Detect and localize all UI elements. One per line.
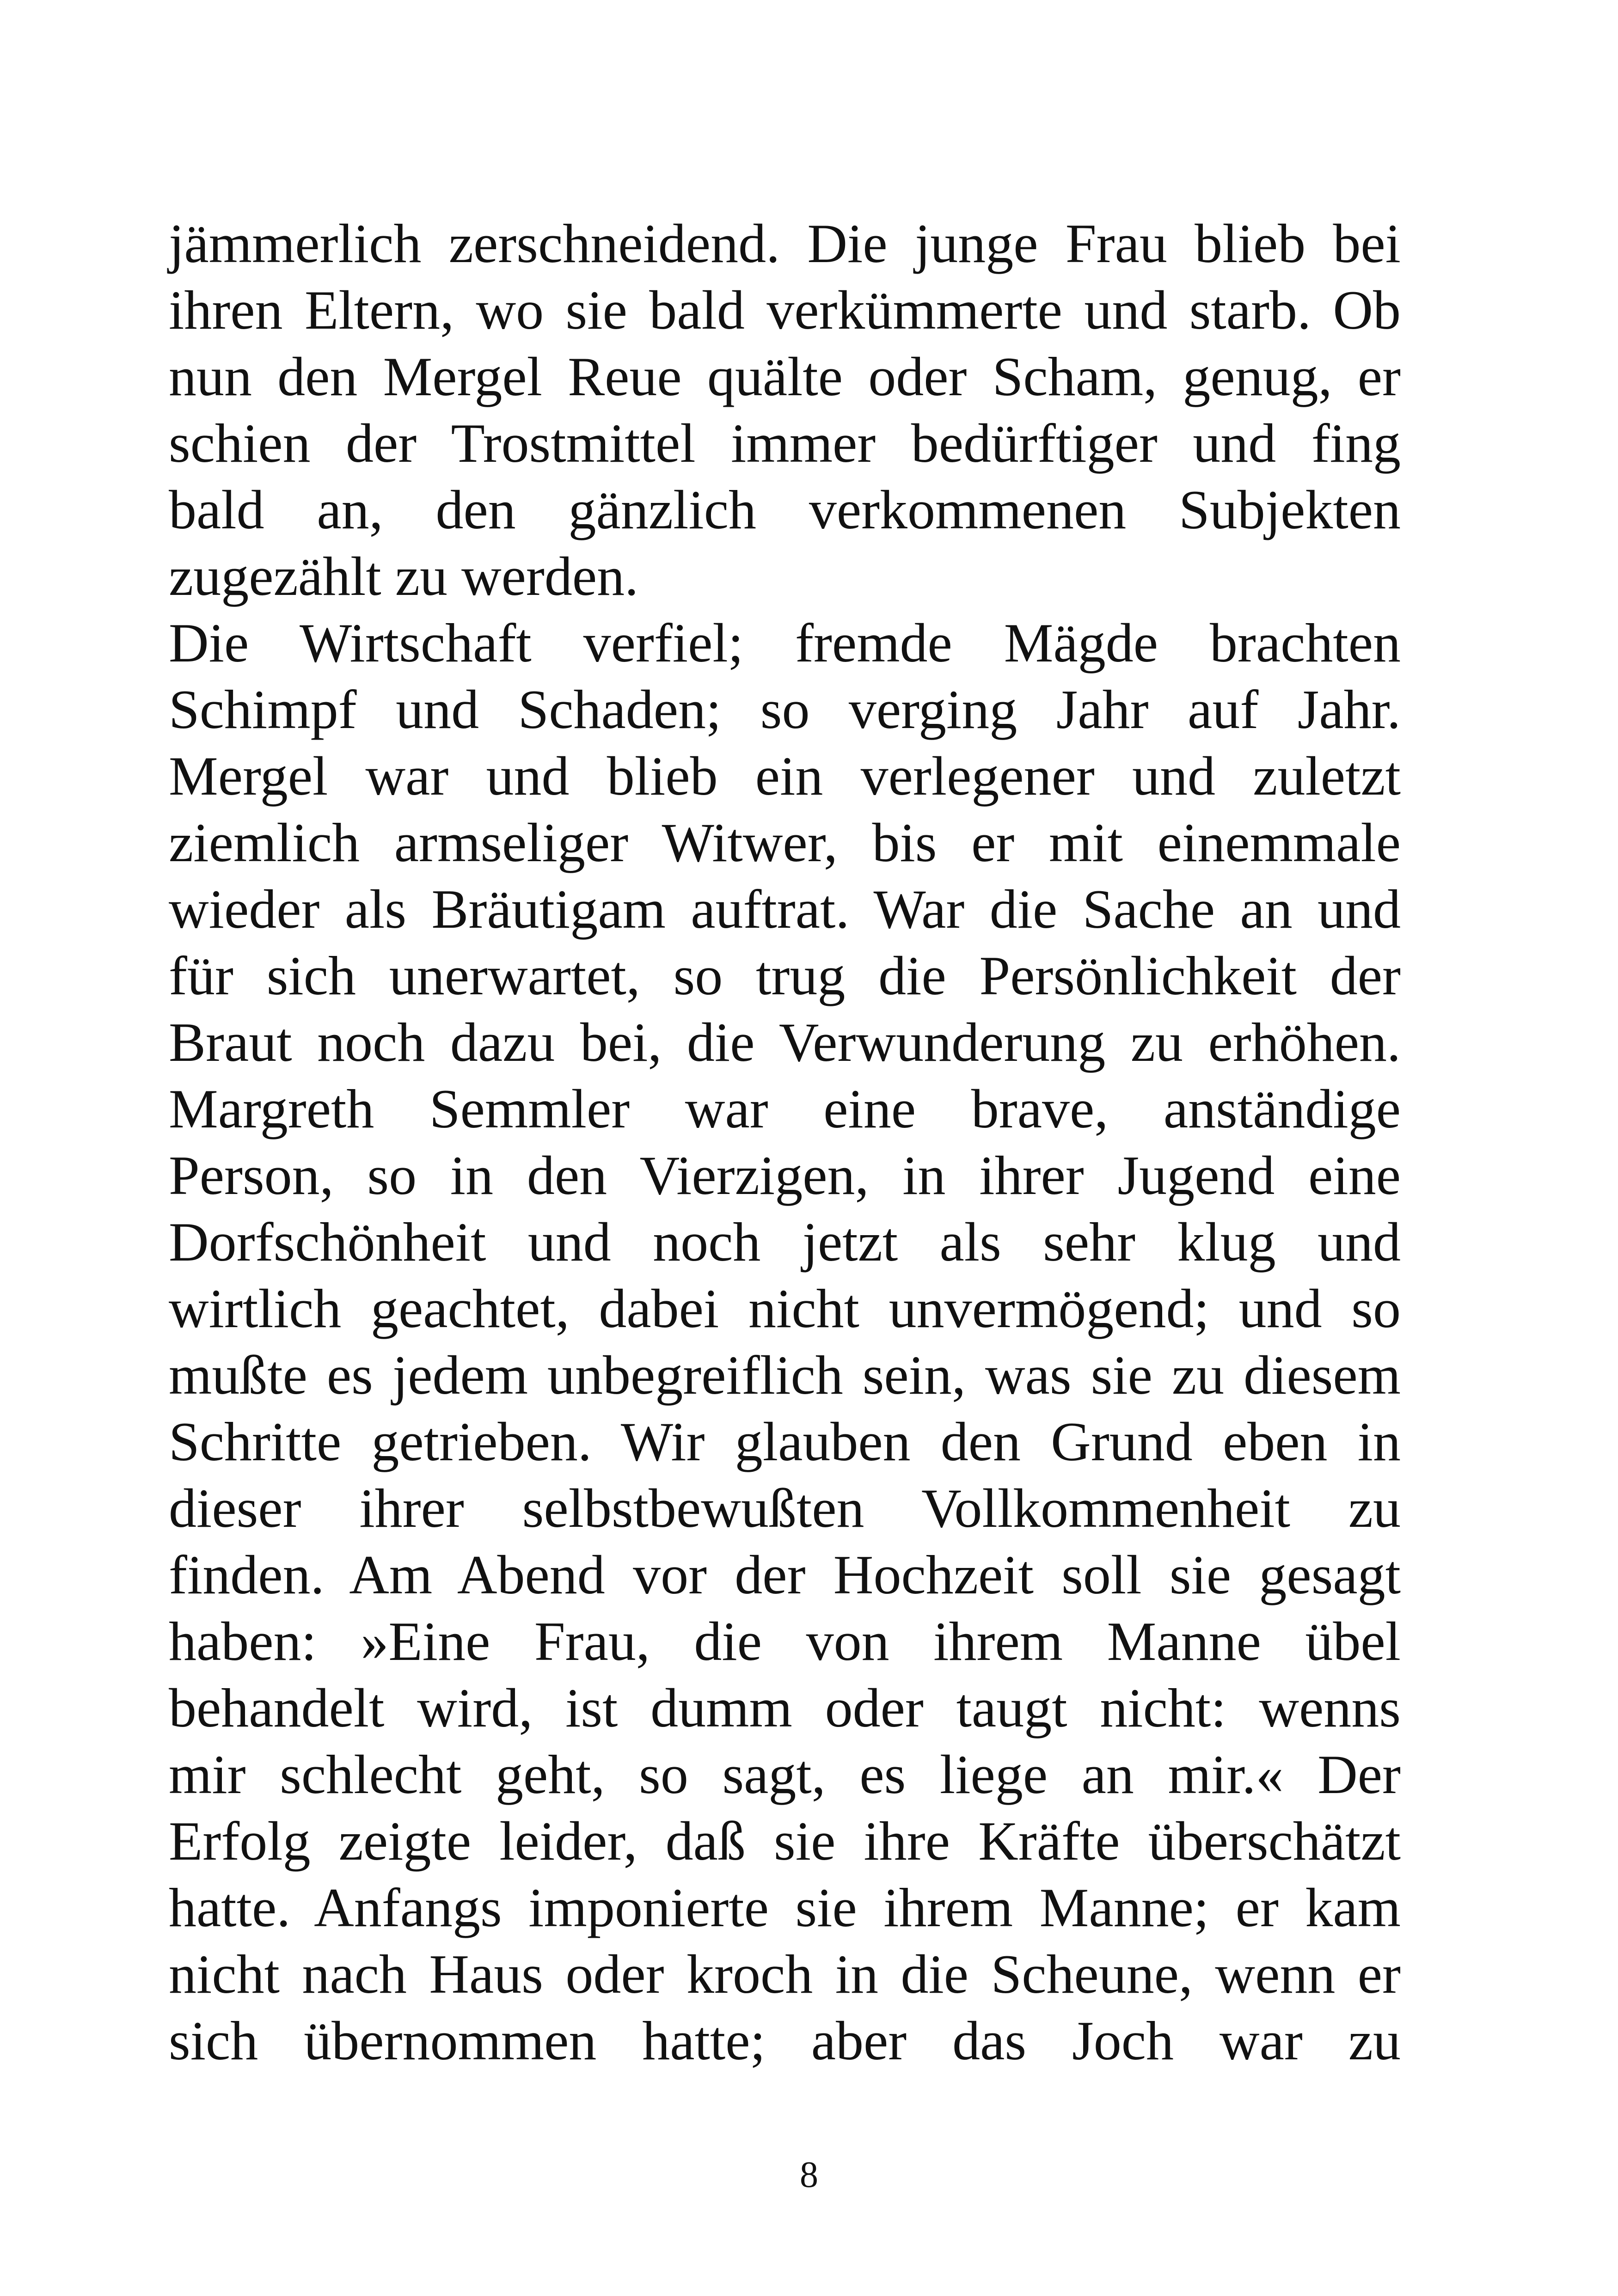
text-line: wirtlich geachtet, dabei nicht unvermögend; und so <box>169 1278 1401 1339</box>
text-line: mir schlecht geht, so sagt, es liege an mir.« Der <box>169 1744 1401 1805</box>
body-text <box>169 210 1401 2074</box>
text-line: jämmerlich zerschneidend. Die junge Frau blieb bei <box>169 213 1401 274</box>
text-line: Schritte getrieben. Wir glauben den Grund eben in <box>169 1411 1401 1472</box>
text-line: für sich unerwartet, so trug die Persönlichkeit der <box>169 945 1401 1006</box>
text-line: Mergel war und blieb ein verlegener und zuletzt <box>169 745 1401 807</box>
text-line: haben: »Eine Frau, die von ihrem Manne übel <box>169 1610 1401 1672</box>
text-line: Braut noch dazu bei, die Verwunderung zu erhöhen. <box>169 1011 1401 1073</box>
text-line: bald an, den gänzlich verkommenen Subjekten <box>169 479 1401 540</box>
text-line: ziemlich armseliger Witwer, bis er mit einemmale <box>169 812 1401 873</box>
text-line: behandelt wird, ist dumm oder taugt nicht: wenns <box>169 1677 1401 1739</box>
text-line: sich übernommen hatte; aber das Joch war zu <box>169 2010 1401 2071</box>
text-line: finden. Am Abend vor der Hochzeit soll sie gesagt <box>169 1544 1401 1605</box>
text-line: Die Wirtschaft verfiel; fremde Mägde brachten <box>169 612 1401 673</box>
text-line: Margreth Semmler war eine brave, anständige <box>169 1078 1401 1139</box>
text-line: ihren Eltern, wo sie bald verkümmerte und starb. Ob <box>169 279 1401 341</box>
text-line: schien der Trostmittel immer bedürftiger und fing <box>169 412 1401 474</box>
page-number: 8 <box>800 2155 818 2195</box>
text-line: nun den Mergel Reue quälte oder Scham, genug, er <box>169 346 1401 407</box>
text-line: hatte. Anfangs imponierte sie ihrem Manne; er kam <box>169 1877 1401 1938</box>
text-line: Erfolg zeigte leider, daß sie ihre Kräfte überschätzt <box>169 1810 1401 1872</box>
text-line: zugezählt zu werden. <box>169 545 639 607</box>
text-line: mußte es jedem unbegreiflich sein, was sie zu diesem <box>169 1344 1401 1406</box>
text-line: Person, so in den Vierzigen, in ihrer Jugend eine <box>169 1145 1401 1206</box>
text-line: dieser ihrer selbstbewußten Vollkommenheit zu <box>169 1477 1401 1539</box>
text-line: nicht nach Haus oder kroch in die Scheune, wenn er <box>169 1943 1401 2005</box>
text-line: Schimpf und Schaden; so verging Jahr auf Jahr. <box>169 679 1401 740</box>
text-line: wieder als Bräutigam auftrat. War die Sache an und <box>169 878 1401 940</box>
text-line: Dorfschönheit und noch jetzt als sehr klug und <box>169 1211 1401 1273</box>
